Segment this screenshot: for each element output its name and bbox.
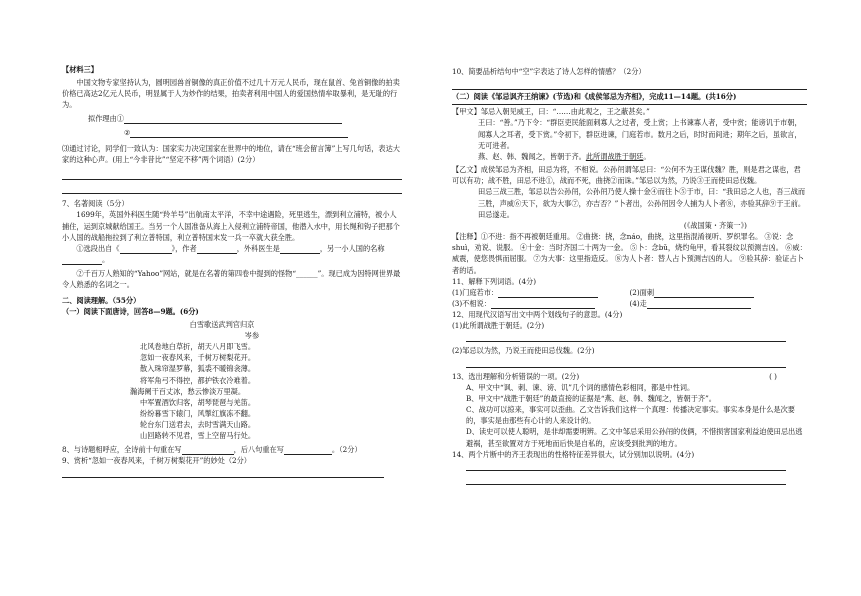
q7-1-part: ①选段出自《: [76, 243, 120, 253]
reason-2-line: [130, 128, 348, 138]
yi-paragraph: 田忌三战三胜，邹忌以告公孙闬，公孙闬乃使人操十金④而往卜⑤于市，曰：“我田忌之人也，吾三战而三胜，声威⑥天下，欲为大事⑦，亦吉否？”卜者出，公孙闬因令人捕为人卜者⑧，亦验其辞⑨于王前。田忌遂走。: [478, 187, 806, 219]
poem-line: 瀚海阑干百丈冰，愁云惨淡万里凝。: [130, 386, 246, 396]
question-6-3: ⑶通过讨论，同学们一致认为：国家实力决定国家在世界中的地位，请在“班会留言簿”上写几句话，表达大家的这种心声。(用上“今非昔比”“坚定不移”两个词语）(2分）: [62, 143, 400, 165]
option-a: A、甲文中“讽、刺、谏、谤、讥”几个词的感情色彩相同，都是中性词。: [466, 382, 695, 392]
question-7-2: ②千百万人熟知的“Yahoo”网站，就是在名著的第四卷中提到的怪物“______”。现已成为因特网世界最令人熟悉的名词之一。: [62, 269, 401, 290]
poem-line: 散入珠帘湿罗幕，狐裘不暖锦衾薄。: [140, 364, 256, 374]
poem: [62, 319, 402, 442]
question-12-title: 12、用现代汉语写出文中两个划线句子的意思。(4分): [452, 310, 623, 320]
answer-line: [452, 79, 807, 90]
jia-paragraph: 王曰：“善。”乃下令：“群臣吏民能面刺寡人之过者，受上赏；上书谏寡人者，受中赏；能谤讥于市朝，闻寡人之耳者，受下赏。”令初下，群臣进谏，门庭若市。数月之后，时时而间进；期年之后，虽欲言，无可进者。: [478, 118, 802, 150]
answer-blank: [498, 288, 598, 298]
divider: [452, 104, 807, 105]
question-7-1: [62, 243, 402, 254]
reason-2-row: [62, 127, 402, 138]
question-12-2: (2)邹忌以为然，乃说王而使田忌伐魏。(2分): [452, 346, 595, 356]
question-12-1: (1)此所谓战胜于朝廷。(2分): [452, 321, 545, 331]
poem-line: 北风卷地白草折，胡天八月即飞雪。: [140, 342, 256, 352]
question-7-title: 7、名著阅读（5分）: [62, 199, 129, 209]
jia-line-1: [452, 106, 807, 117]
q11-item: [630, 287, 808, 298]
q8-part: 。（2分）: [331, 444, 362, 454]
material3-title: 【材料三】: [62, 65, 98, 74]
question-11-row-1: [452, 287, 807, 298]
q11-label: (3)不相说：: [452, 298, 491, 308]
reason-1-row: [62, 113, 402, 124]
poem-line: 中军置酒饮归客，胡琴琵琶与羌笛。: [140, 397, 256, 407]
left-column: [62, 64, 402, 481]
answer-blank: [62, 255, 102, 265]
jia-label: 【甲文】: [452, 107, 481, 117]
notes: 【注释】①不进：指不再被朝廷重用。 ②曲挠：挠，念náo，曲挠，这里指混淆视听、罗织罪名。 ③说：念shuì，劝说、说服。 ④十金：当时齐国二十两为一金。 ⑤卜：念bǔ，烧灼龟甲，看其裂纹以预测吉凶。 ⑥威：威震，使您畏惧而屈服。 ⑦为大事：这里指造反。 ⑧为人卜者：替人占卜预测吉凶的人。 ⑨验其辞：验证占卜者的话。: [452, 232, 807, 275]
answer-blank: [197, 244, 237, 254]
answer-blank: [647, 299, 751, 309]
option-c: C、战功可以掠来，事实可以歪曲。乙文告诉我们这样一个真理：传播决定事实。事实本身是什么是次要的，事实是由那些有心计的人来设计的。: [466, 405, 795, 426]
jia-text: 邹忌入朝见威王，曰：“……由此观之，王之蔽甚矣。”: [480, 107, 650, 117]
question-10: 10、简要品析结句中“空”字表达了诗人怎样的情感？（2分）: [452, 67, 646, 76]
poem-author: 岑参: [244, 330, 260, 340]
answer-blank: [654, 288, 754, 298]
answer-line: [466, 331, 786, 342]
q11-item: [452, 287, 630, 298]
q11-label: (1)门庭若市：: [452, 287, 499, 297]
poem-line: 纷纷暮雪下辕门，风掣红旗冻不翻。: [140, 409, 256, 419]
q7-1-part: ，外科医生是: [236, 243, 280, 253]
question-7-text: 1699年，英国外科医生随“羚羊号”出航南太平洋，不幸中途遇险，死里逃生，漂到利立浦特，被小人捕住，运到京城献给国王。当另一个人国准备从海上入侵利立浦特帝国，他潜入水中，用长绳和钩子把那个小人国的战船拖拉到了利立普特国，利立普特国末发一兵一卒就大获全胜。: [62, 210, 400, 242]
poem-line: 忽如一夜春风来，千树万树梨花开。: [140, 353, 256, 363]
question-8: [62, 444, 402, 455]
subsection-2-title: （二）阅读《邹忌讽齐王纳谏》(节选)和《成侯邹忌为齐相》，完成11—14题。(共16分): [452, 92, 737, 102]
yi-label: 【乙文】: [452, 165, 481, 175]
q11-label: (2)面刺: [629, 287, 655, 297]
jia-line-3: [452, 151, 807, 162]
q11-label: (4)走: [629, 298, 647, 308]
answer-line: [466, 357, 786, 368]
underlined-sentence: 此所谓战胜于朝廷: [585, 151, 644, 161]
section-2-title: 二、阅读理解。（55分）: [62, 295, 141, 305]
subsection-1-title: （一）阅读下面唐诗，回答8—9题。(6分): [62, 306, 199, 316]
question-7-1-tail: [62, 254, 402, 265]
question-11-title: 11、解释下列词语。(4分): [452, 276, 537, 286]
poem-line: 轮台东门送君去，去时雪满天山路。: [140, 420, 256, 430]
poem-line: 山回路转不见君，雪上空留马行处。: [140, 431, 256, 441]
question-14: 14、两个片断中的齐王表现出的性格特征差异很大，试分别加以说明。(4分): [452, 449, 695, 459]
q8-part: 8、与诗题相呼应，全诗前十句重在写: [62, 444, 182, 454]
reason-2-label: ②: [124, 127, 131, 137]
reason-1-label: 拟作理由①: [88, 113, 124, 123]
answer-blank: [120, 244, 172, 254]
answer-line: [62, 467, 384, 478]
q13-text: 13、选出理解和分析错误的一项。(2分): [452, 371, 580, 381]
poem-title: 白雪歌送武判官归京: [189, 319, 255, 329]
answer-line: [62, 183, 402, 194]
answer-blank: [491, 299, 595, 309]
jia-text: 燕、赵、韩、魏闻之，皆朝于齐。: [478, 151, 586, 161]
q11-item: [452, 298, 630, 309]
yi-line-1: [452, 164, 807, 186]
answer-line: [466, 474, 786, 485]
option-b: B、甲文中“战胜于朝廷”的最直接的证据是“燕、赵、韩、魏闻之，皆朝于齐”。: [466, 393, 716, 403]
q7-1-part: 。: [102, 255, 110, 265]
answer-blank: [182, 445, 234, 455]
reason-1-line: [124, 114, 342, 124]
q11-item: [630, 298, 808, 309]
answer-line: [466, 460, 786, 471]
jia-text: 。: [643, 151, 651, 161]
q7-1-part: 》，作者: [171, 243, 197, 253]
yi-text: 成侯邹忌为齐相，田忌为将，不相说。公孙闬谓邹忌曰：“公何不为王谋伐魏？胜，则是君之谋也，君可以有功；战不胜，田忌不进①，战而不死，曲挠②而诛。”邹忌以为然，乃说③王而使田忌伐魏。: [452, 165, 801, 186]
option-d: D、读史可以使人聪明，是非却需要明辨。乙文中邹忌采用公孙闬的伎俩，不惜损害国家利益迫使田忌出逃避祸，甚至欲置对方于死地而后快是自私的，应该受到批判的地方。: [466, 427, 803, 448]
answer-line: [62, 169, 402, 180]
poem-line: 将军角弓不得控，都护铁衣冷难着。: [140, 375, 256, 385]
answer-paren: ( ): [769, 371, 777, 381]
material3-text: 中国文物专家坚持认为，圆明园兽首铜像的真正价值不过几十万元人民币，现在鼠首、兔首铜像的拍卖价格已高达2亿元人民币，明显属于人为炒作的结果，拍卖者利用中国人的爱国热情牟取暴利，是无耻的行为。: [62, 78, 400, 110]
question-13-title: [452, 371, 807, 382]
answer-blank: [284, 445, 332, 455]
right-column: [452, 66, 807, 488]
answer-blank: [280, 244, 320, 254]
question-11-row-2: [452, 298, 807, 309]
source-citation: (《战国策・齐策一》): [683, 220, 747, 230]
q8-part: ，后八句重在写: [233, 444, 284, 454]
question-9: 9、赏析“忽如一夜春风来，千树万树梨花开”的妙处（2分）: [62, 455, 251, 465]
q7-1-part: ，另一小人国的名称: [319, 243, 385, 253]
